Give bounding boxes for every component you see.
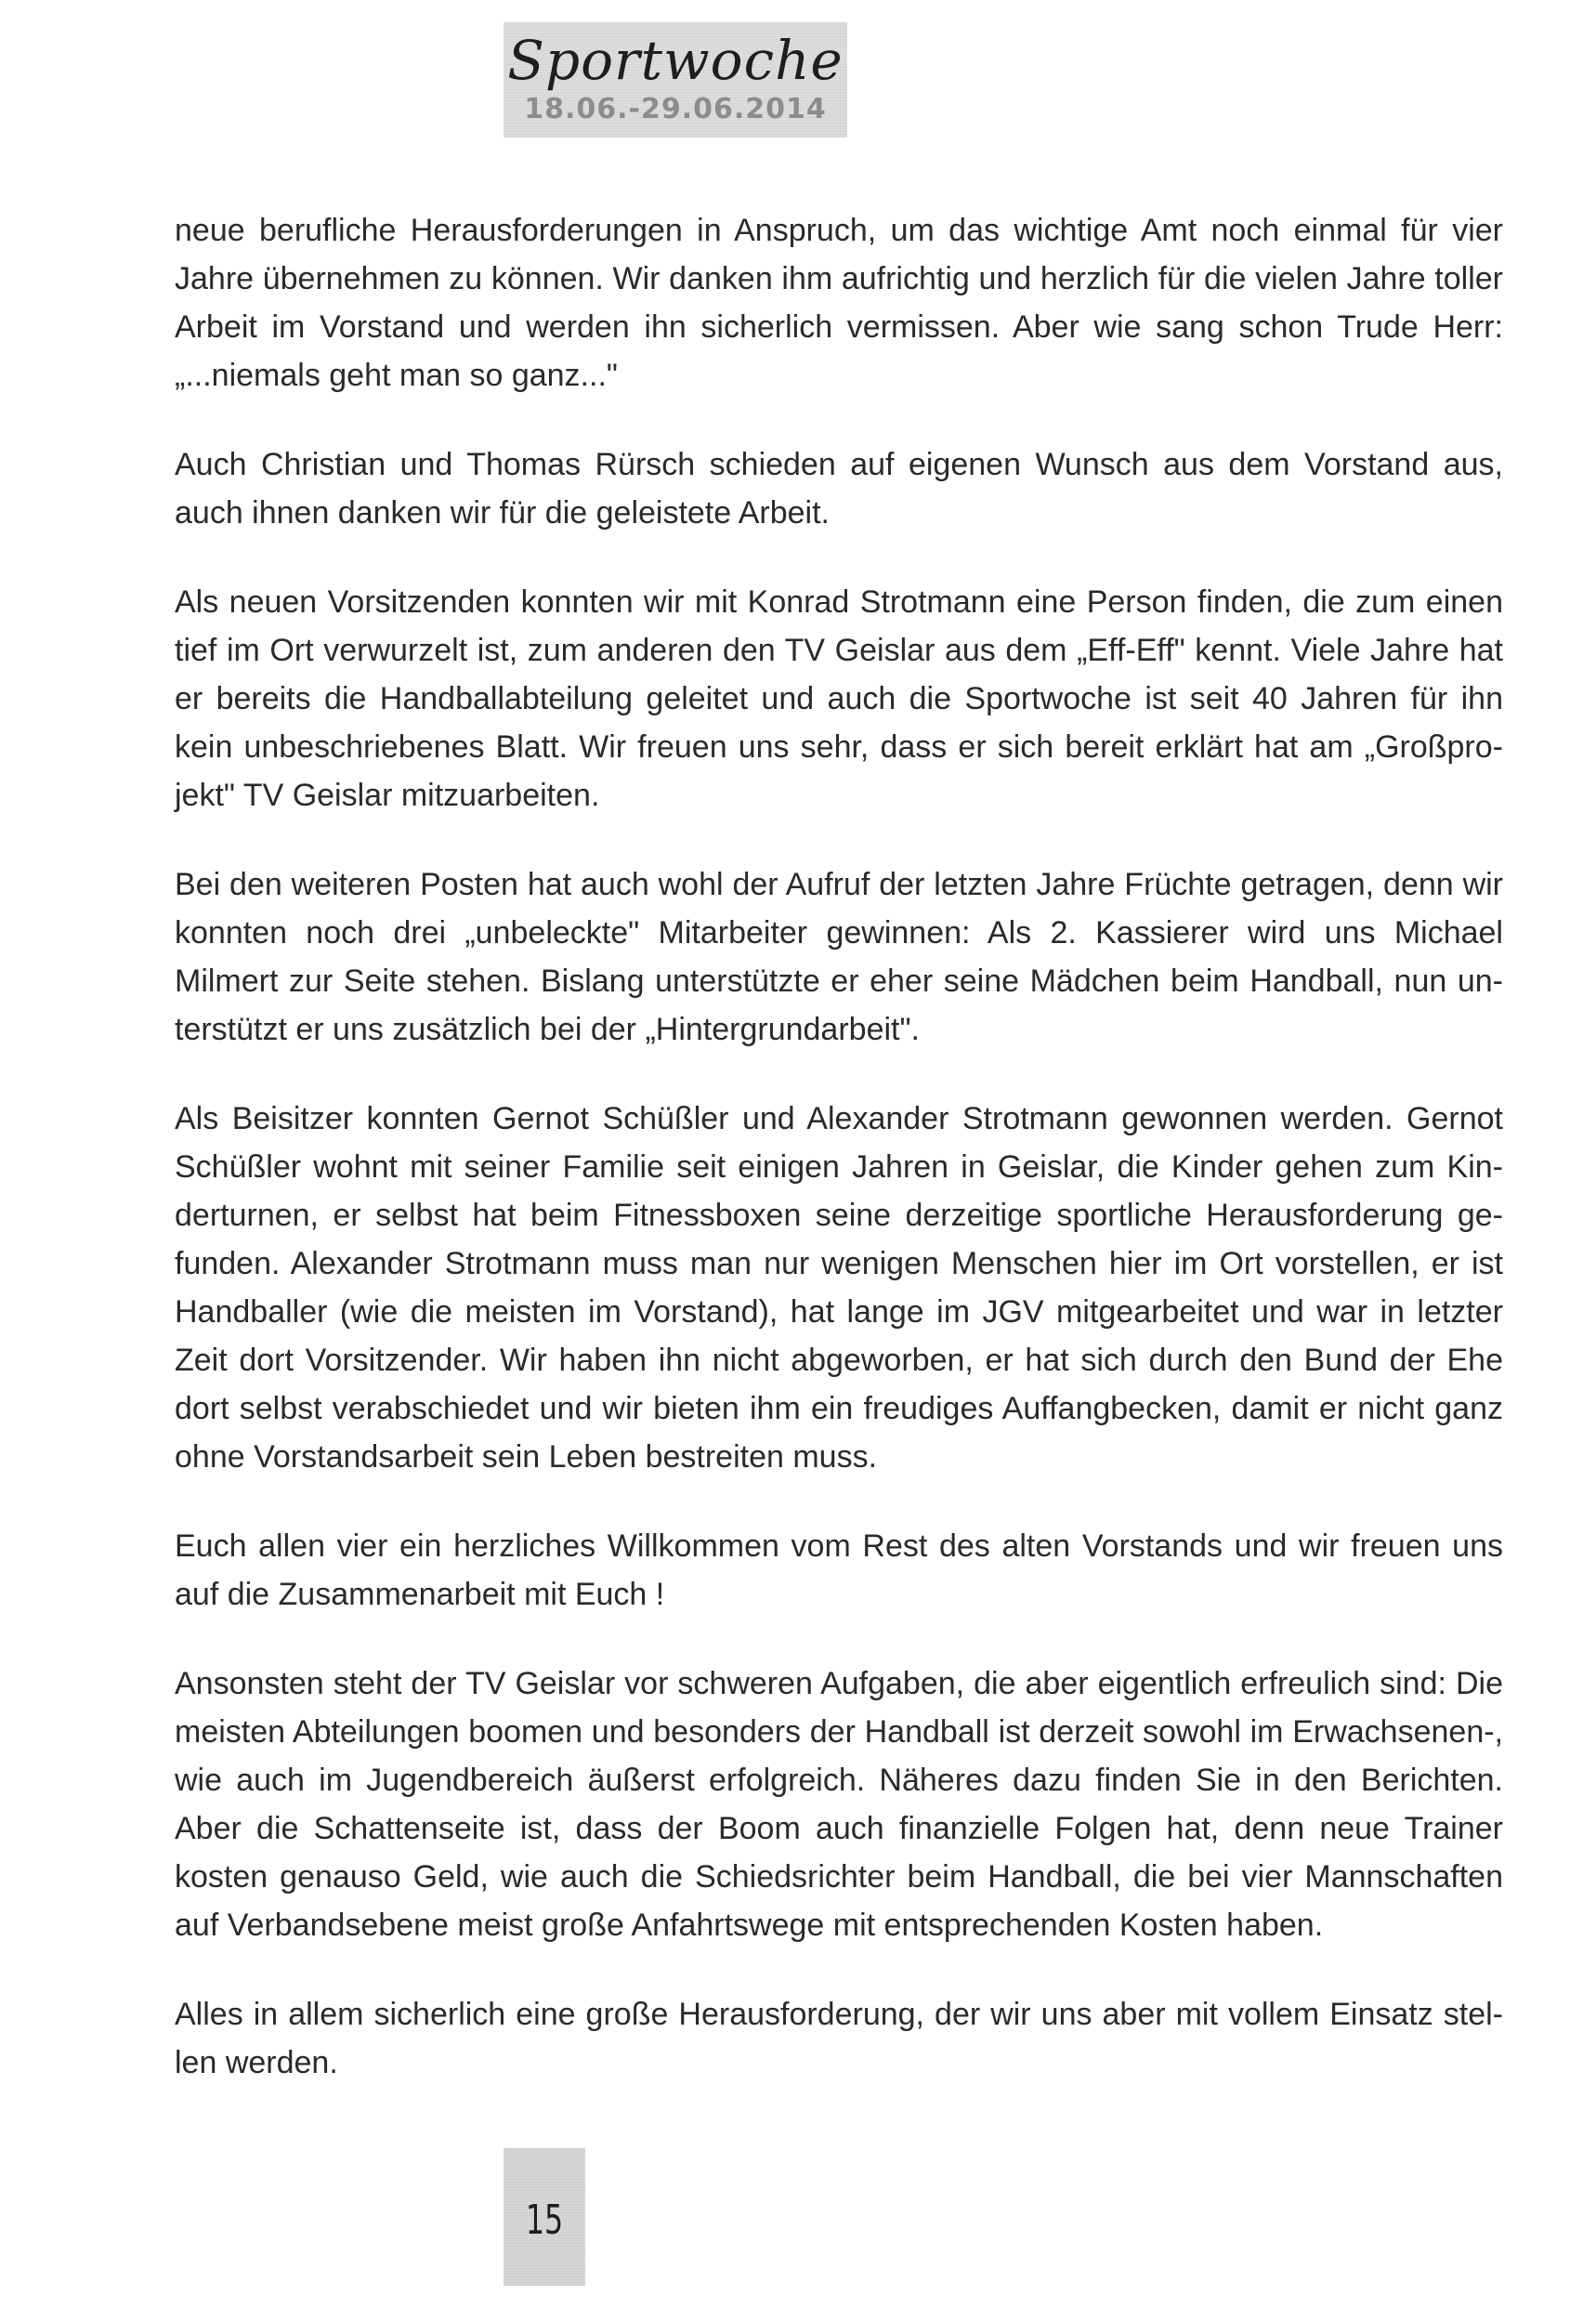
paragraph: Als neuen Vorsitzenden konnten wir mit Konrad Strotmann eine Person finden, die zum einen tief im Ort verwurzelt ist, zum anderen den TV Geislar aus dem „Eff-Eff" kennt. Viele Jahre hat er bereits die Handballabteilung geleitet und auch die Sportwoche ist seit 40 Jahren für ihn kein unbeschriebenes Blatt. Wir freuen uns sehr, dass er sich bereit erklärt hat am „Großprojekt" TV Geislar mitzuarbeiten. bbox=[175, 584, 1503, 813]
page-header bbox=[504, 22, 847, 138]
paragraph: Euch allen vier ein herzliches Willkommen vom Rest des alten Vorstands und wir freuen uns auf die Zusammenarbeit mit Euch ! bbox=[175, 1528, 1503, 1612]
page-number: 15 bbox=[525, 2197, 564, 2244]
paragraph: Auch Christian und Thomas Rürsch schieden auf eigenen Wunsch aus dem Vorstand aus, auch ihnen danken wir für die geleistete Arbeit. bbox=[175, 447, 1503, 531]
page-number-box bbox=[504, 2148, 585, 2286]
publication-date: 18.06.-29.06.2014 bbox=[524, 93, 827, 125]
paragraph: Ansonsten steht der TV Geislar vor schweren Aufgaben, die aber eigentlich erfreulich sind: Die meisten Abteilungen boomen und besonders der Handball ist derzeit sowohl im Erwachsenen-, wie auch im Jugendbereich äußerst erfolgreich. Näheres dazu finden Sie in den Berichten. Aber die Schattenseite ist, dass der Boom auch finanzielle Folgen hat, denn neue Trainer kosten genauso Geld, wie auch die Schiedsrichter beim Handball, die bei vier Mannschaften auf Verbandsebene meist große Anfahrtswege mit entsprechenden Kosten haben. bbox=[175, 1666, 1503, 1943]
paragraph: Als Beisitzer konnten Gernot Schüßler und Alexander Strotmann gewonnen werden. Gernot Schüßler wohnt mit seiner Familie seit einigen Jahren in Geislar, die Kinder gehen zum Kinderturnen, er selbst hat beim Fitnessboxen seine derzeitige sportliche Herausforderung gefunden. Alexander Strotmann muss man nur wenigen Menschen hier im Ort vorstellen, er ist Handballer (wie die meisten im Vorstand), hat lange im JGV mitgearbeitet und war in letzter Zeit dort Vorsitzender. Wir haben ihn nicht abgeworben, er hat sich durch den Bund der Ehe dort selbst verabschiedet und wir bieten ihm ein freudiges Auffangbecken, damit er nicht ganz ohne Vorstandsarbeit sein Leben bestreiten muss. bbox=[175, 1101, 1503, 1475]
article-body bbox=[175, 206, 1503, 2128]
paragraph: Bei den weiteren Posten hat auch wohl der Aufruf der letzten Jahre Früchte getragen, denn wir konnten noch drei „unbeleckte" Mitarbeiter gewinnen: Als 2. Kassierer wird uns Michael Milmert zur Seite stehen. Bislang unterstützte er eher seine Mädchen beim Handball, nun unterstützt er uns zusätzlich bei der „Hintergrundarbeit". bbox=[175, 867, 1503, 1047]
paragraph: neue berufliche Herausforderungen in Anspruch, um das wichtige Amt noch einmal für vier Jahre übernehmen zu können. Wir danken ihm aufrichtig und herzlich für die vielen Jahre toller Arbeit im Vorstand und werden ihn sicherlich vermissen. Aber wie sang schon Trude Herr: „...niemals geht man so ganz..." bbox=[175, 213, 1503, 393]
publication-title: Sportwoche bbox=[507, 29, 844, 92]
paragraph: Alles in allem sicherlich eine große Herausforderung, der wir uns aber mit vollem Einsatz stellen werden. bbox=[175, 1997, 1503, 2080]
